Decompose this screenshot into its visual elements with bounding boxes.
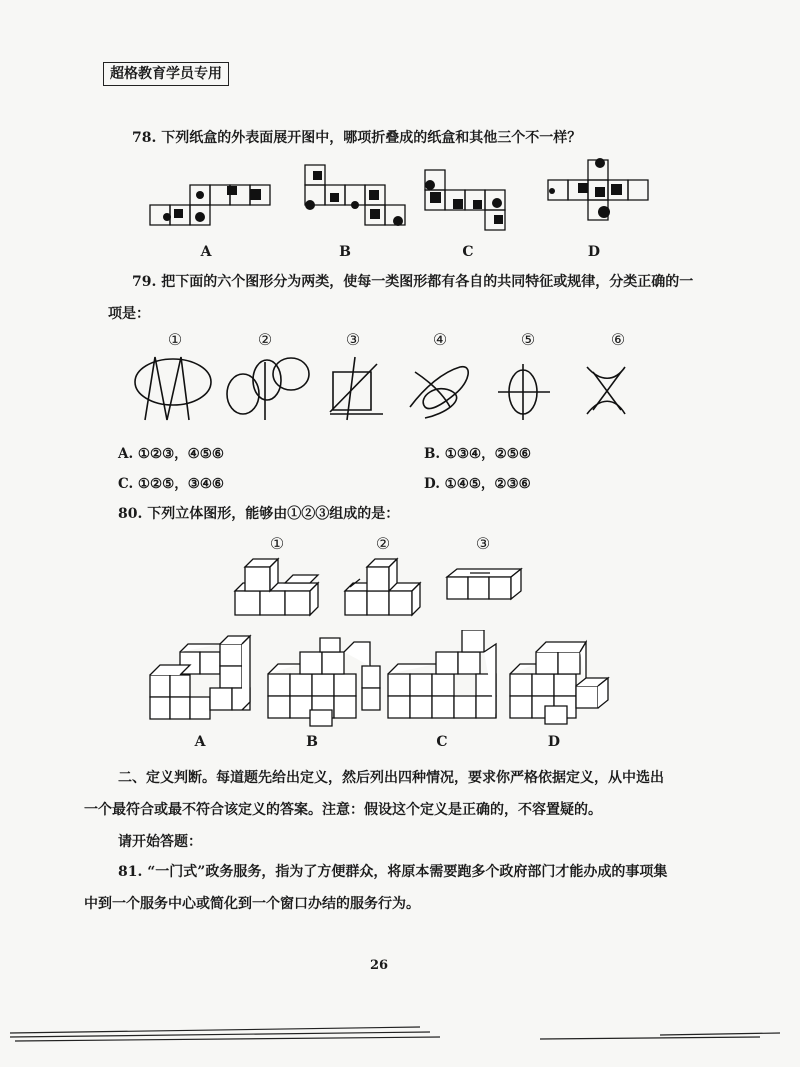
q80-option-c-figure xyxy=(388,630,496,718)
scan-edge-lines xyxy=(0,1015,800,1055)
q80-part-2 xyxy=(345,559,420,615)
section2-instructions-line2: 一个最符合或最不符合该定义的答案。注意：假设这个定义是正确的，不容置疑的。 xyxy=(84,802,602,818)
section2-start-text: 请开始答题： xyxy=(118,834,202,850)
q79-figure-number-4: ④ xyxy=(432,330,448,349)
q78-nets-figure xyxy=(140,155,660,240)
page-number: 26 xyxy=(370,958,389,973)
question-79-text-line2: 项是： xyxy=(108,306,150,322)
q80-label-a: A xyxy=(194,734,206,750)
q78-label-b: B xyxy=(339,244,351,260)
q80-part-number-3: ③ xyxy=(475,534,491,553)
q79-shape-3 xyxy=(330,357,383,420)
q79-shape-5 xyxy=(498,364,550,420)
q79-option-d: D. ①④⑤，②③⑥ xyxy=(424,476,531,492)
q80-part-3 xyxy=(447,569,521,599)
q79-option-c: C. ①②⑤，③④⑥ xyxy=(118,476,225,492)
q80-options-figure xyxy=(140,630,620,730)
q79-figure-number-1: ① xyxy=(167,330,183,349)
question-81-text-line2: 中到一个服务中心或简化到一个窗口办结的服务行为。 xyxy=(84,896,420,912)
question-80-text: 80. 下列立体图形，能够由①②③组成的是： xyxy=(118,506,400,522)
section2-instructions-line1: 二、定义判断。每道题先给出定义，然后列出四种情况，要求你严格依据定义，从中选出 xyxy=(118,770,664,786)
question-79-text-line1: 79. 把下面的六个图形分为两类，使每一类图形都有各自的共同特征或规律，分类正确的一 xyxy=(132,274,694,290)
q79-shapes-figure xyxy=(125,352,645,427)
q80-option-d-figure xyxy=(510,642,608,724)
q79-shape-1 xyxy=(135,357,211,420)
q80-parts-figure xyxy=(225,555,525,620)
q80-option-b-figure xyxy=(268,638,380,726)
q80-part-1 xyxy=(235,559,318,615)
q78-label-a: A xyxy=(200,244,212,260)
q80-option-a-figure xyxy=(150,636,250,719)
q78-label-c: C xyxy=(462,244,474,260)
q79-option-b: B. ①③④，②⑤⑥ xyxy=(424,446,531,462)
q79-shape-6 xyxy=(587,367,625,414)
q79-figure-number-6: ⑥ xyxy=(610,330,626,349)
q80-label-c: C xyxy=(436,734,448,750)
q79-shape-4 xyxy=(410,367,468,418)
q80-part-number-2: ② xyxy=(375,534,391,553)
q80-label-d: D xyxy=(547,734,561,750)
q79-figure-number-5: ⑤ xyxy=(520,330,536,349)
q80-part-number-1: ① xyxy=(269,534,285,553)
question-78-text: 78. 下列纸盒的外表面展开图中，哪项折叠成的纸盒和其他三个不一样？ xyxy=(132,130,582,146)
q79-option-a: A. ①②③，④⑤⑥ xyxy=(118,446,224,462)
q78-label-d: D xyxy=(587,244,601,260)
q79-shape-2 xyxy=(227,358,309,420)
q80-label-b: B xyxy=(306,734,318,750)
q79-figure-number-3: ③ xyxy=(345,330,361,349)
student-stamp: 超格教育学员专用 xyxy=(103,62,229,86)
question-81-text-line1: 81. “一门式”政务服务，指为了方便群众，将原本需要跑多个政府部门才能办成的事项集 xyxy=(118,864,668,880)
q79-figure-number-2: ② xyxy=(257,330,273,349)
